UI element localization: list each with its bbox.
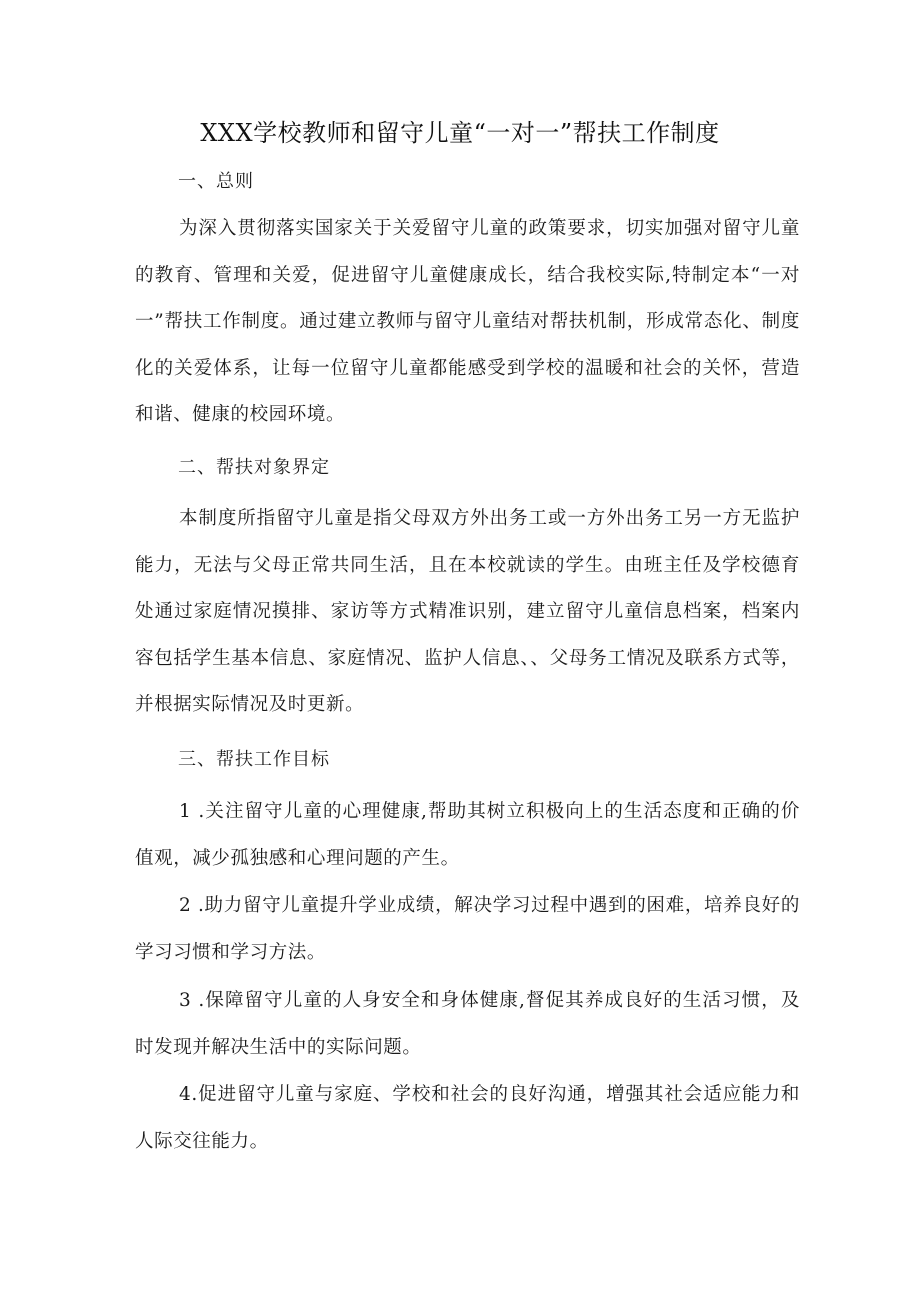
document-title: XXX学校教师和留守儿童“一对一”帮扶工作制度 [200, 119, 720, 147]
paragraph-target-definition: 本制度所指留守儿童是指父母双方外出务工或一方外出务工另一方无监护能力，无法与父母正常共同生活，且在本校就读的学生。由班主任及学校德育处通过家庭情况摸排、家访等方式精准识别，建立留守儿童信息档案，档案内容包括学生基本信息、家庭情况、监护人信息、、父母务工情况及联系方式等，并根据实际情况及时更新。 [135, 508, 800, 715]
section-heading-goals: 三、帮扶工作目标 [178, 749, 330, 770]
goal-item-1: 1 .关注留守儿童的心理健康,帮助其树立积极向上的生活态度和正确的价值观，减少孤独感和心理问题的产生。 [135, 801, 800, 869]
section-heading-target-definition: 二、帮扶对象界定 [178, 457, 330, 478]
goal-item-2: 2 .助力留守儿童提升学业成绩，解决学习过程中遇到的困难，培养良好的学习习惯和学习方法。 [135, 895, 800, 963]
paragraph-general: 为深入贯彻落实国家关于关爱留守儿童的政策要求，切实加强对留守儿童的教育、管理和关爱，促进留守儿童健康成长，结合我校实际,特制定本“一对一”帮扶工作制度。通过建立教师与留守儿童结对帮扶机制，形成常态化、制度化的关爱体系，让每一位留守儿童都能感受到学校的温暖和社会的关怀，营造和谐、健康的校园环境。 [135, 218, 800, 425]
goal-item-3: 3 .保障留守儿童的人身安全和身体健康,督促其养成良好的生活习惯，及时发现并解决生活中的实际问题。 [135, 990, 800, 1058]
goal-item-4: 4.促进留守儿童与家庭、学校和社会的良好沟通，增强其社会适应能力和人际交往能力。 [135, 1084, 800, 1152]
section-heading-general: 一、总则 [178, 171, 254, 192]
